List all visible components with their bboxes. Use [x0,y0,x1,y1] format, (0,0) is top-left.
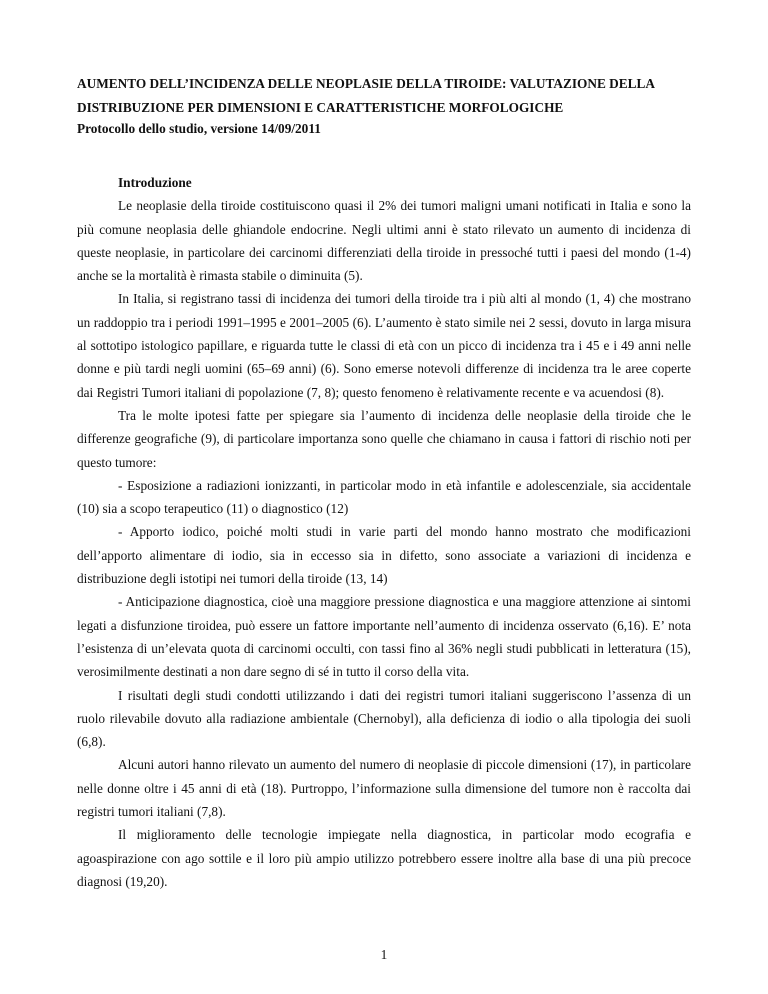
list-item: - Esposizione a radiazioni ionizzanti, in particolar modo in età infantile e adolescenziale, sia accidentale (10) sia a scopo terapeutico (11) o diagnostico (12) [77,477,691,517]
paragraph: Alcuni autori hanno rilevato un aumento del numero di neoplasie di piccole dimensioni (17), in particolare nelle donne oltre i 45 anni di età (18). Purtroppo, l’informazione sulla dimensione del tumore non è raccolta dai registri tumori italiani (7,8). [77,757,691,820]
document-subtitle: Protocollo dello studio, versione 14/09/2011 [77,121,321,136]
paragraph: Il miglioramento delle tecnologie impiegate nella diagnostica, in particolar modo ecografia e agoaspirazione con ago sottile e il loro più ampio utilizzo potrebbero essere inoltre alla base di una più precoce diagnosi (19,20). [77,827,691,889]
list-item: - Apporto iodico, poiché molti studi in varie parti del mondo hanno mostrato che modificazioni dell’apporto alimentare di iodio, sia in eccesso sia in difetto, sono associate a variazioni di incidenza e distribuzione degli istotipi nei tumori della tiroide (13, 14) [77,524,691,587]
document-body [77,171,691,893]
list-item: - Anticipazione diagnostica, cioè una maggiore pressione diagnostica e una maggiore attenzione ai sintomi legati a disfunzione tiroidea, può essere un fattore importante nell’aumento di incidenza osservato (6,16). E’ nota l’esistenza di un’elevata quota di carcinomi occulti, con tassi fino al 36% negli studi pubblicati in letteratura (15), verosimilmente destinati a non dare segno di sé in tutto il corso della vita. [77,594,691,680]
section-heading: Introduzione [118,175,192,190]
paragraph: In Italia, si registrano tassi di incidenza dei tumori della tiroide tra i più alti al mondo (1, 4) che mostrano un raddoppio tra i periodi 1991–1995 e 2001–2005 (6). L’aumento è stato simile nei 2 sessi, dovuto in larga misura al sottotipo istologico papillare, e riguarda tutte le classi di età con un picco di incidenza tra i 45 e i 49 anni nelle donne e più tardi negli uomini (65–69 anni) (6). Sono emerse notevoli differenze di incidenza tra le aree coperte dai Registri Tumori italiani di popolazione (7, 8); questo fenomeno è relativamente recente e va acuendosi (8). [77,291,691,400]
paragraph: Tra le molte ipotesi fatte per spiegare sia l’aumento di incidenza delle neoplasie della tiroide che le differenze geografiche (9), di particolare importanza sono quelle che chiamano in causa i fattori di rischio noti per questo tumore: [77,407,691,470]
paragraph: Le neoplasie della tiroide costituiscono quasi il 2% dei tumori maligni umani notificati in Italia e sono la più comune neoplasia delle ghiandole endocrine. Negli ultimi anni è stato rilevato un aumento di incidenza di queste neoplasie, in particolare dei carcinomi differenziati della tiroide in pressoché tutti i paesi del mondo (1-4) anche se la mortalità è rimasta stabile o diminuita (5). [77,198,691,284]
page-number: 1 [380,947,388,962]
document-title: AUMENTO DELL’INCIDENZA DELLE NEOPLASIE DELLA TIROIDE: VALUTAZIONE DELLA DISTRIBUZIONE PER DIMENSIONI E CARATTERISTICHE MORFOLOGICHE [77,76,655,115]
paragraph: I risultati degli studi condotti utilizzando i dati dei registri tumori italiani suggeriscono l’assenza di un ruolo rilevabile dovuto alla radiazione ambientale (Chernobyl), alla deficienza di iodio o alla tipologia dei suoli (6,8). [77,687,691,750]
